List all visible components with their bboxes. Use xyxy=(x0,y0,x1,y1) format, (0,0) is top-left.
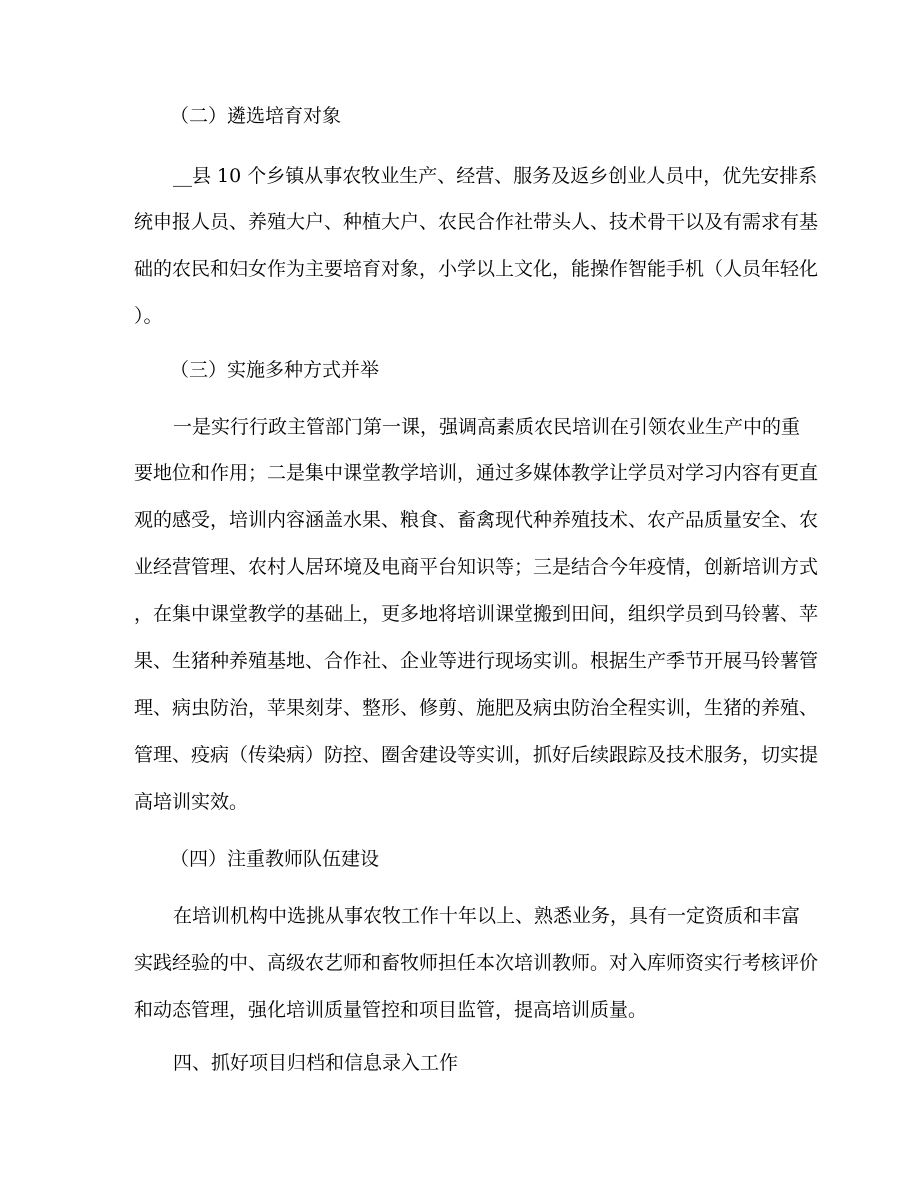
section-heading-4: （四）注重教师队伍建设 xyxy=(170,848,380,870)
section-heading-3: （三）实施多种方式并举 xyxy=(170,359,380,381)
paragraph-line: 管理、疫病（传染病）防控、圈舍建设等实训，抓好后续跟踪及技术服务，切实提 xyxy=(134,744,819,766)
part-heading-4: 四、抓好项目归档和信息录入工作 xyxy=(173,1052,459,1074)
paragraph-line: 础的农民和妇女作为主要培育对象，小学以上文化，能操作智能手机（人员年轻化 xyxy=(134,258,819,280)
paragraph-line: 和动态管理，强化培训质量管控和项目监管，提高培训质量。 xyxy=(134,999,648,1021)
paragraph-line: 果、生猪种养殖基地、合作社、企业等进行现场实训。根据生产季节开展马铃薯管 xyxy=(134,650,819,672)
paragraph-line: 高培训实效。 xyxy=(134,791,249,813)
paragraph-line: 实践经验的中、高级农艺师和畜牧师担任本次培训教师。对入库师资实行考核评价 xyxy=(134,952,819,974)
paragraph-line: 统申报人员、养殖大户、种植大户、农民合作社带头人、技术骨干以及有需求有基 xyxy=(134,211,819,233)
paragraph-line: __县 10 个乡镇从事农牧业生产、经营、服务及返乡创业人员中，优先安排系 xyxy=(173,165,818,187)
paragraph-line: 观的感受，培训内容涵盖水果、粮食、畜禽现代种养殖技术、农产品质量安全、农 xyxy=(134,509,819,531)
paragraph-line: 业经营管理、农村人居环境及电商平台知识等；三是结合今年疫情，创新培训方式 xyxy=(134,556,819,578)
paragraph-line: 要地位和作用；二是集中课堂教学培训，通过多媒体教学让学员对学习内容有更直 xyxy=(134,462,819,484)
paragraph-line: 在培训机构中选挑从事农牧工作十年以上、熟悉业务，具有一定资质和丰富 xyxy=(173,905,801,927)
paragraph-line: ，在集中课堂教学的基础上，更多地将培训课堂搬到田间，组织学员到马铃薯、苹 xyxy=(134,603,819,625)
section-heading-2: （二）遴选培育对象 xyxy=(170,105,342,127)
paragraph-line: ）。 xyxy=(134,305,163,327)
paragraph-line: 理、病虫防治，苹果刻芽、整形、修剪、施肥及病虫防治全程实训，生猪的养殖、 xyxy=(134,697,819,719)
paragraph-line: 一是实行行政主管部门第一课，强调高素质农民培训在引领农业生产中的重 xyxy=(173,416,801,438)
